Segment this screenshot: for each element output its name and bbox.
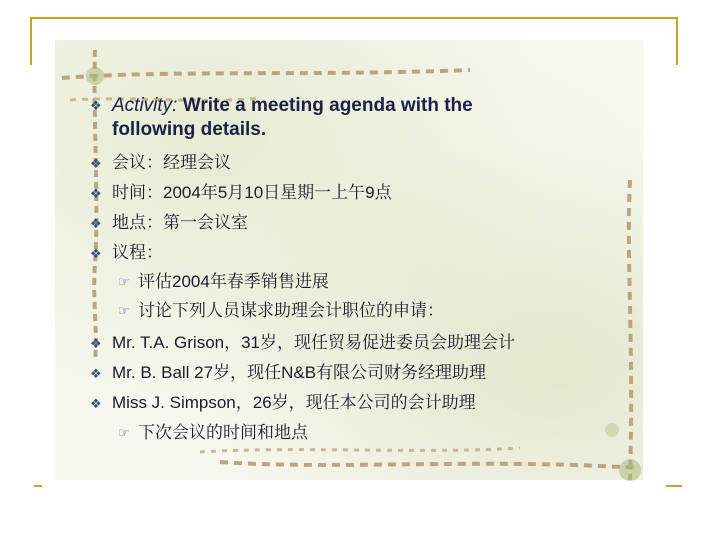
agenda-item-text: 下次会议的时间和地点 (138, 423, 308, 442)
diamond-bullet-icon: ❖ (90, 366, 102, 381)
bullet-meeting (90, 152, 231, 174)
applicant-grison (90, 332, 515, 354)
diamond-bullet-icon: ❖ (90, 396, 102, 411)
meeting-text: 会议：经理会议 (112, 153, 231, 172)
applicant-ball (90, 362, 486, 384)
diamond-bullet-icon: ❖ (90, 186, 102, 201)
applicant-simpson (90, 392, 476, 414)
agenda-item-2 (118, 300, 444, 322)
agenda-item-1 (118, 271, 329, 293)
agenda-text: 议程： (112, 243, 163, 262)
hand-pointer-icon: ☞ (118, 425, 130, 440)
applicant-text: Miss J. Simpson，26岁，现任本公司的会计助理 (112, 393, 476, 412)
bullet-time (90, 182, 392, 204)
applicant-text: Mr. B. Ball 27岁，现任N&B有限公司财务经理助理 (112, 363, 487, 382)
diamond-bullet-icon: ❖ (90, 336, 102, 351)
bullet-agenda (90, 242, 163, 264)
activity-title: Write a meeting agenda with the (177, 95, 473, 116)
diamond-bullet-icon: ❖ (90, 98, 102, 113)
diamond-bullet-icon: ❖ (90, 216, 102, 231)
bullet-location (90, 212, 248, 234)
hand-pointer-icon: ☞ (118, 274, 130, 289)
location-text: 地点：第一会议室 (112, 213, 248, 232)
activity-title-line2: following details. (112, 119, 267, 140)
applicant-text: Mr. T.A. Grison，31岁，现任贸易促进委员会助理会计 (112, 333, 516, 352)
agenda-item-text: 评估2004年春季销售进展 (138, 272, 329, 291)
diamond-bullet-icon: ❖ (90, 156, 102, 171)
diamond-bullet-icon: ❖ (90, 246, 102, 261)
agenda-item-3 (118, 422, 308, 444)
activity-heading (90, 94, 473, 142)
hand-pointer-icon: ☞ (118, 303, 130, 318)
time-text: 时间：2004年5月10日星期一上午9点 (112, 183, 392, 202)
agenda-item-text: 讨论下列人员谋求助理会计职位的申请： (138, 301, 444, 320)
activity-label: Activity: (112, 95, 178, 116)
